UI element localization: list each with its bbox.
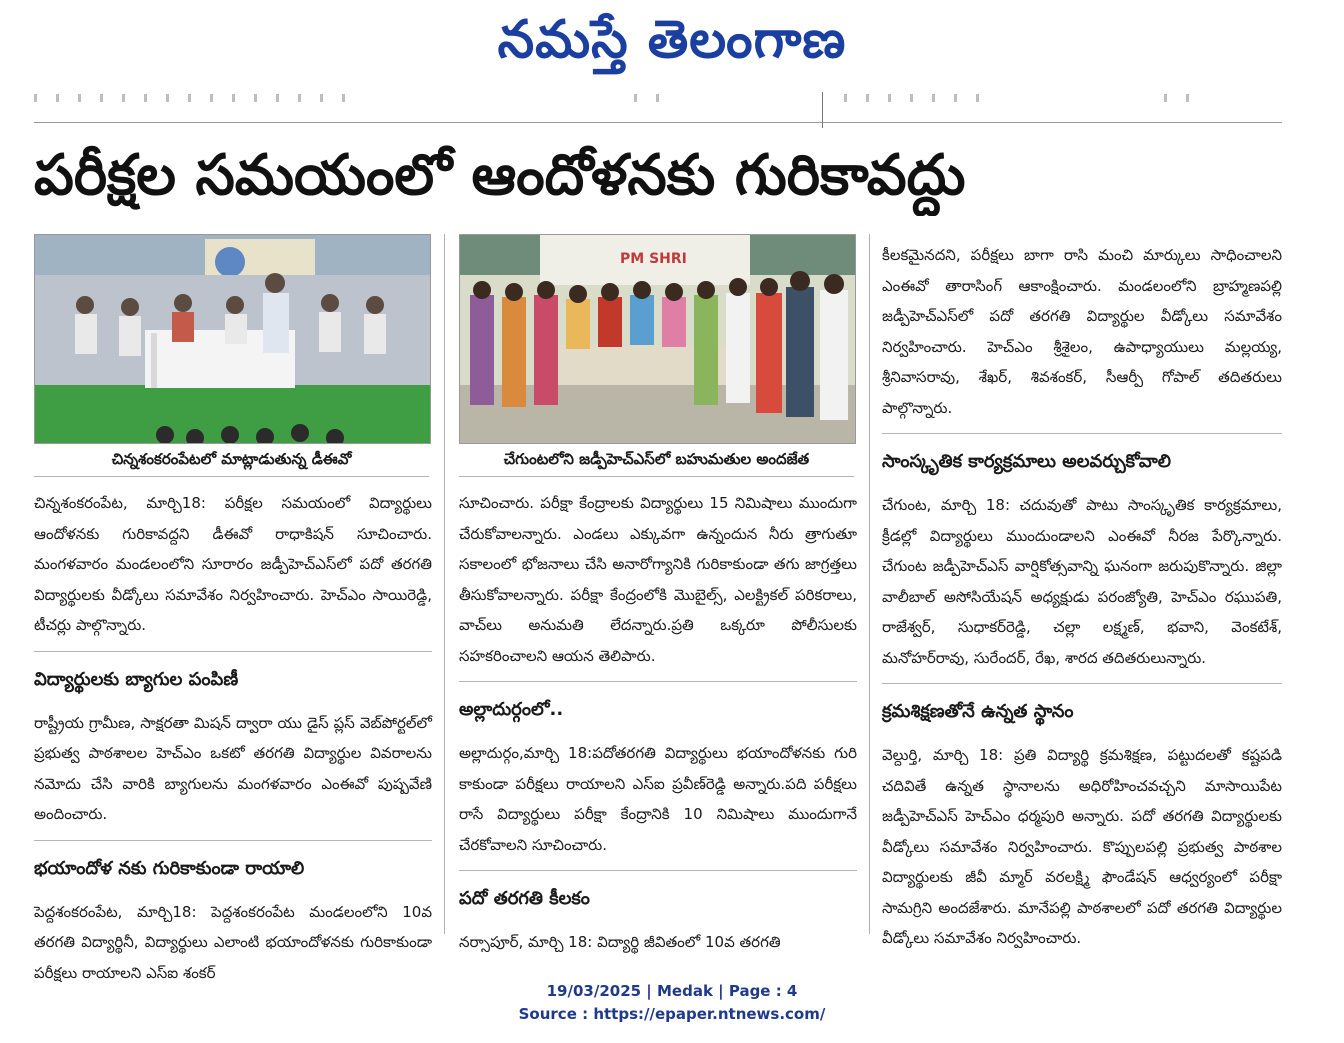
article-column-1 (34, 488, 432, 988)
section-rule (34, 840, 432, 841)
newspaper-logo: నమస్తే తెలంగాణ (497, 10, 847, 70)
paragraph: చిన్నశంకరంపేట, మార్చి18: పరీక్షల సమయంలో విద్యార్థులు ఆందోళనకు గురికావద్దని డీఈవో రాధాకిషన్ సూచించారు. మంగళవారం మండలంలోని సూరారం జడ్పీహెచ్ఎస్‌లో పదో తరగతి విద్యార్థులకు వీడ్కోలు సమావేశం నిర్వహించారు. హెచ్ఎం సాయిరెడ్డి, టీచర్లు పాల్గొన్నారు. (34, 494, 432, 634)
banner-text: PM SHRI (620, 251, 687, 267)
photo-prize-distribution (460, 235, 855, 443)
footer-source[interactable]: Source : https://epaper.ntnews.com/ (518, 1005, 826, 1023)
paragraph: అల్లాదుర్గం,మార్చి 18:పదోతరగతి విద్యార్థులు భయాందోళనకు గురి కాకుండా పరీక్షలు రాయాలని ఎస్ఐ ప్రవీణ్‌రెడ్డి అన్నారు.పది పరీక్షలు రాసే విద్యార్థులు పరీక్షా కేంద్రానికి 10 నిమిషాలు ముందుగానే చేరకోవాలని సూచించారు. (459, 744, 857, 854)
section-rule (459, 870, 857, 871)
photo-middle-caption: చేగుంటలోని జడ్పీహెచ్ఎస్‌లో బహుమతుల అందజేత (503, 450, 810, 468)
caption-rule (34, 476, 429, 477)
paragraph: రాష్ట్రీయ గ్రామీణ, సాక్షరతా మిషన్ ద్వారా యు డైస్ ప్లస్ వెబ్‌పోర్టల్‌లో ప్రభుత్వ పాఠశాలల హెచ్ఎం ఒకటో తరగతి విద్యార్థుల వివరాలను నమోదు చేసి వారికి బ్యాగులను మంగళవారం ఎంఈవో పుష్పవేణి అందించారు. (34, 713, 432, 823)
paragraph: చేగుంట, మార్చి 18: చదువుతో పాటు సాంస్కృతిక కార్యక్రమాలు, క్రీడల్లో విద్యార్థులు ముందుండాలని ఎంఈవో నీరజ పేర్కొన్నారు. చేగుంట జడ్పీహెచ్ఎస్ వార్షికోత్సవాన్ని ఘనంగా జరుపుకొన్నారు. జిల్లా వాలీబాల్ అసోసియేషన్ అధ్యక్షుడు పరంజ్యోతి, హెచ్ఎం రఘుపతి, రాజేశ్వర్, సుధాకర్‌రెడ్డి, చల్లా లక్ష్మణ్, భవాని, వెంకటేశ్, మనోహర్‌రావు, సురేందర్, రేఖ, శారద తదితరులున్నారు. (882, 496, 1282, 667)
top-strip (34, 92, 1282, 123)
headline: పరీక్షల సమయంలో ఆందోళనకు గురికావద్దు (34, 143, 966, 208)
cropped-text-strip (34, 94, 364, 102)
cropped-text-strip (844, 94, 994, 102)
subheading: క్రమశిక్షణతోనే ఉన్నత స్థానం (882, 701, 1074, 722)
section-rule (34, 651, 432, 652)
paragraph: కీలకమైనదని, పరీక్షలు బాగా రాసి మంచి మార్కులు సాధించాలని ఎంఈవో తారాసింగ్ ఆకాంక్షించారు. మండలంలోని బ్రాహ్మణపల్లి జడ్పీహెచ్ఎస్‌లో పదో తరగతి విద్యార్థుల వీడ్కోలు సమావేశం నిర్వహించారు. హెచ్ఎం శ్రీశైలం, ఉపాధ్యాయులు మల్లయ్య, శ్రీనివాసరావు, శేఖర్, శివశంకర్, సీఆర్పీ గోపాల్ తదితరులు పాల్గొన్నారు. (882, 246, 1282, 417)
article-column-3 (882, 240, 1282, 954)
subheading: విద్యార్థులకు బ్యాగుల పంపిణీ (34, 668, 239, 690)
column-divider (822, 92, 823, 128)
caption-rule (459, 476, 854, 477)
subheading: అల్లాదుర్గంలో.. (459, 699, 564, 720)
photo-left-caption: చిన్నశంకరంపేటలో మాట్లాడుతున్న డీఈవో (111, 450, 352, 468)
subheading: భయాందోళ నకు గురికాకుండా రాయాలి (34, 857, 305, 879)
column-divider (444, 234, 445, 934)
column-divider (869, 234, 870, 934)
paragraph: సూచించారు. పరీక్షా కేంద్రాలకు విద్యార్థులు 15 నిమిషాలు ముందుగా చేరుకోవాలన్నారు. ఎండలు ఎక్కువగా ఉన్నందున నీరు త్రాగుతూ సకాలంలో భోజనాలు చేసి అనారోగ్యానికి గురికాకుండా తగు జాగ్రత్తలు తీసుకోవాలన్నారు. పరీక్షా కేంద్రంలోకి మొబైల్స్, ఎలక్ట్రికల్ పరికరాలు, వాచ్‌లు అనుమతి లేదన్నారు.ప్రతి ఒక్కరూ పోలీసులకు సహకరించాలని ఆయన తెలిపారు. (459, 494, 857, 665)
subheading: పదో తరగతి కీలకం (459, 888, 590, 909)
section-rule (882, 433, 1282, 434)
photo-meeting-stage (35, 235, 430, 443)
paragraph: పెద్దశంకరంపేట, మార్చి18: పెద్దశంకరంపేట మండలంలోని 10వ తరగతి విద్యార్థినీ, విద్యార్థులు ఎలాంటి భయాందోళనకు గురికాకుండా పరీక్షలు రాయాలని ఎస్ఐ శంకర్ (34, 902, 432, 982)
cropped-text-strip (634, 94, 664, 102)
article-column-2 (459, 488, 857, 958)
photo-middle (459, 234, 856, 444)
section-rule (882, 683, 1282, 684)
paragraph: నర్సాపూర్, మార్చి 18: విద్యార్థి జీవితంలో 10వ తరగతి (459, 933, 781, 951)
section-rule (459, 681, 857, 682)
paragraph: వెల్దుర్తి, మార్చి 18: ప్రతి విద్యార్థి క్రమశిక్షణ, పట్టుదలతో కష్టపడి చదివితే ఉన్నత స్థానాలను అధిరోహించవచ్చని మాసాయిపేట జడ్పీహెచ్ఎస్ హెచ్ఎం ధర్మపురి అన్నారు. పదో తరగతి విద్యార్థులకు వీడ్కోలు సమావేశం నిర్వహించారు. కొప్పులపల్లి ప్రభుత్వ పాఠశాల విద్యార్థులకు జీవీ మ్మార్ వరలక్ష్మి ఫౌండేషన్ ఆధ్వర్యంలో పరీక్షా సామగ్రిని అందజేశారు. మానేపల్లి పాఠశాలలో పదో తరగతి విద్యార్థుల వీడ్కోలు సమావేశం నిర్వహించారు. (882, 746, 1282, 947)
subheading: సాంస్కృతిక కార్యక్రమాలు అలవర్చుకోవాలి (882, 451, 1171, 472)
photo-left (34, 234, 431, 444)
footer-date-edition: 19/03/2025 | Medak | Page : 4 (546, 982, 798, 1000)
cropped-text-strip (1164, 94, 1194, 102)
masthead (0, 6, 1344, 74)
